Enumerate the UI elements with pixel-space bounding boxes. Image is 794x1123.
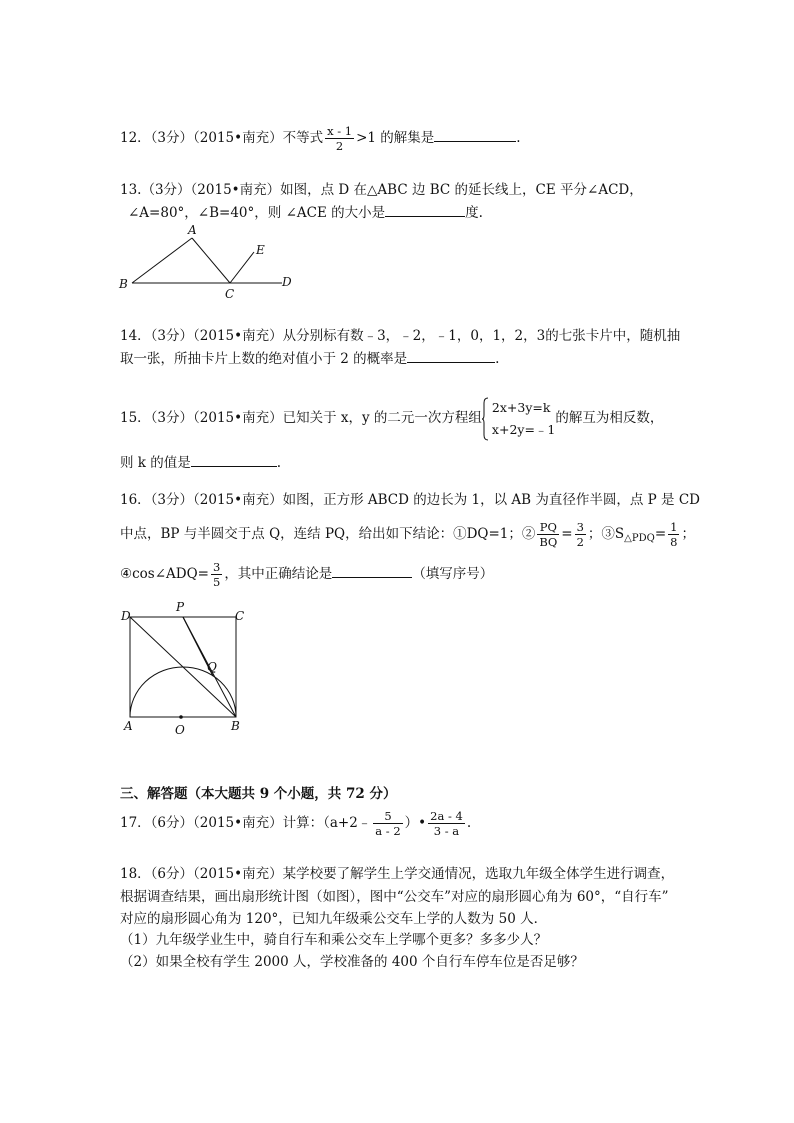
q15-left-brace: [482, 397, 489, 441]
q16-label-q: Q: [207, 660, 217, 674]
q13-label-b: B: [119, 277, 128, 291]
q13-label-c: C: [225, 287, 235, 301]
q13-label-e: E: [256, 243, 265, 257]
q14-answer-blank: [407, 348, 495, 363]
q16-label-o: O: [175, 723, 185, 737]
q16-frac-3-5: [211, 560, 222, 589]
q15-prefix: 15．（3分）（2015•南充）已知关于 x，y 的二元一次方程组: [120, 410, 482, 426]
q12-suffix: >1 的解集是: [356, 130, 435, 146]
q15-line2-prefix: 则 k 的值是: [120, 455, 191, 471]
q12-answer-blank: [434, 127, 516, 142]
q18-subquestion-2: （2）如果全校有学生 2000 人，学校准备的 400 个自行车停车位是否足够？: [120, 954, 584, 970]
q14-line1: 14．（3分）（2015•南充）从分别标有数﹣3，﹣2，﹣1，0，1，2，3的七张卡片中，随机抽: [120, 328, 681, 344]
q18-line3: 对应的扇形圆心角为 120°，已知九年级乘公交车上学的人数为 50 人．: [120, 911, 548, 927]
q16-line1: 16．（3分）（2015•南充）如图，正方形 ABCD 的边长为 1，以 AB 为直径作半圆，点 P 是 CD: [120, 492, 700, 508]
q13-line2-prefix: ∠A=80°，∠B=40°，则 ∠ACE 的大小是: [128, 205, 386, 221]
q13-line1: 13.（3分）（2015•南充）如图，点 D 在△ABC 边 BC 的延长线上，CE 平分∠ACD，: [120, 182, 643, 198]
q15-eq1: 2x+3y=k: [491, 399, 551, 415]
q16-frac-1: 1: [670, 520, 678, 534]
q17-mid: ）•: [404, 815, 427, 831]
q16-frac-8: 8: [670, 535, 678, 549]
q15-eq2: x+2y=﹣1: [491, 421, 556, 437]
q18-subquestion-1: （1）九年级学业生中，骑自行车和乘公交车上学哪个更多？多多少人？: [120, 932, 548, 948]
q16-label-d: D: [121, 609, 131, 623]
q13-label-a: A: [188, 223, 197, 237]
q12-fraction: [325, 124, 354, 153]
question-16-line3: [120, 558, 493, 590]
q16-frac-3: 3: [576, 520, 584, 534]
q16-answer-blank: [332, 563, 412, 578]
q16-line3-mid: ，其中正确结论是: [224, 566, 333, 582]
q17-prefix: 17．（6分）（2015•南充）计算：（a+2﹣: [120, 815, 372, 831]
q13-triangle-figure: [112, 222, 297, 302]
question-15-line2: [120, 452, 281, 473]
q16-line2-end: ；: [681, 526, 695, 542]
q13-label-d: D: [282, 275, 292, 289]
q17-frac2-den: 3 - a: [433, 824, 460, 838]
q15-equation-system: [482, 397, 555, 441]
q12-frac-den: 2: [335, 139, 344, 153]
q16-subscript-pdq: △PDQ: [624, 533, 655, 544]
question-17: [120, 806, 471, 840]
q12-prefix: 12．（3分）（2015•南充）不等式: [120, 130, 324, 146]
q12-frac-num: x - 1: [327, 124, 353, 138]
q18-line2: 根据调查结果，画出扇形统计图（如图），图中“公交车”对应的扇形圆心角为 60°，“自行车”: [120, 889, 669, 905]
q13-answer-blank: [385, 202, 465, 217]
question-14-line2: [120, 348, 499, 369]
q14-line2-suffix: .: [495, 351, 500, 367]
q16-label-a: A: [124, 719, 133, 733]
section-heading: 三、解答题（本大题共 9 个小题，共 72 分）: [120, 786, 397, 802]
q15-answer-blank: [191, 452, 277, 467]
q16-frac5-den: 5: [212, 575, 221, 589]
q16-frac-pq: PQ: [537, 520, 559, 535]
q13-line2-suffix: 度.: [465, 205, 483, 221]
question-16-line2: [120, 518, 695, 555]
question-15: [120, 394, 663, 442]
q16-frac-pq-bq: [537, 520, 559, 549]
q16-label-c: C: [235, 609, 245, 623]
q16-line2-prefix: 中点，BP 与半圆交于点 Q，连结 PQ，给出如下结论：①DQ=1；②: [120, 526, 536, 542]
q17-frac1-num: 5: [373, 809, 402, 824]
q15-suffix: 的解互为相反数，: [555, 410, 664, 426]
q16-frac5-num: 3: [212, 560, 221, 574]
q17-frac2: [428, 809, 465, 838]
q17-frac1-den: a - 2: [375, 824, 401, 838]
q16-frac-3-2: [575, 520, 586, 549]
q14-line2-prefix: 取一张，所抽卡片上数的绝对值小于 2 的概率是: [120, 351, 408, 367]
q16-frac-bq: BQ: [539, 535, 558, 549]
q17-end: .: [466, 815, 472, 831]
q16-line3-suffix: （填写序号）: [412, 566, 494, 582]
question-13-line2: [128, 202, 483, 223]
q16-line3-prefix: ④cos∠ADQ=: [120, 566, 209, 582]
q16-square-figure: [115, 600, 255, 740]
q18-line1: 18．（6分）（2015•南充）某学校要了解学生上学交通情况，选取九年级全体学生进行调查，: [120, 866, 675, 882]
q16-frac-2: 2: [576, 535, 584, 549]
q17-frac2-num: 2a - 4: [430, 809, 463, 823]
q16-equals-2: =: [654, 526, 667, 542]
q16-frac-1-8: [668, 520, 679, 549]
q12-end: .: [516, 130, 521, 146]
question-12: [120, 124, 521, 153]
q16-label-p: P: [176, 600, 185, 614]
q16-equals-1: =: [561, 526, 573, 542]
q15-line2-suffix: .: [276, 455, 282, 471]
q16-label-b: B: [231, 719, 240, 733]
q17-frac1: [373, 809, 402, 838]
q16-line2-mid: ；③S: [587, 526, 625, 542]
